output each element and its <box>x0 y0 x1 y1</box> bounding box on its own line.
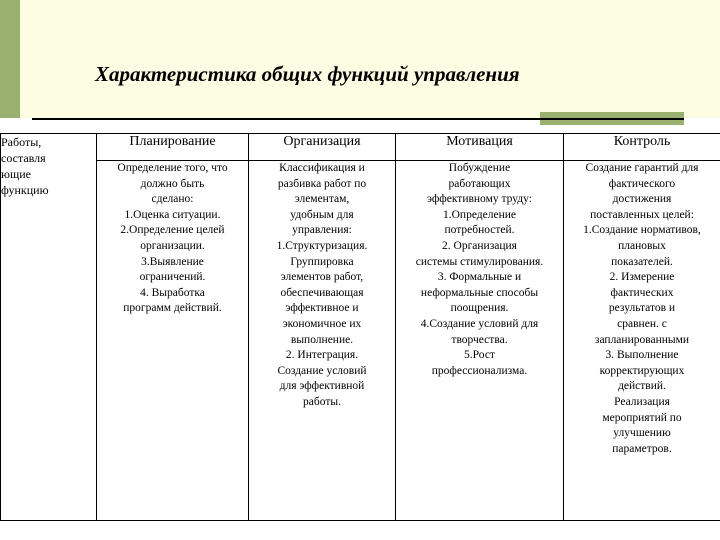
decorative-side-bar <box>0 0 20 118</box>
column-header: Мотивация <box>396 134 564 161</box>
content-row <box>1 161 720 521</box>
accent-rule <box>540 118 684 120</box>
column-header: Контроль <box>564 134 720 161</box>
row-label: Работы, составля ющие функцию <box>1 135 49 197</box>
header-row <box>1 134 720 161</box>
title-band <box>20 0 720 118</box>
motivation-cell <box>396 161 564 521</box>
column-header: Планирование <box>97 134 249 161</box>
cell-text: Побуждение работающих эффективному труду: 1.Определение потребностей. 2. Организация системы стимулирования. 3. Формальные и неформальные способы поощрения. 4.Создание условий для творчества. 5.Рост профессионализма. <box>415 162 544 377</box>
column-header: Организация <box>249 134 396 161</box>
cell-text: Определение того, что должно быть сделано: 1.Оценка ситуации. 2.Определение целей организации. 3.Выявление ограничений. 4. Выработка программ действий. <box>117 162 228 315</box>
slide-title: Характеристика общих функций управления <box>95 62 520 86</box>
title-rule <box>32 118 542 120</box>
row-label-cell <box>1 134 97 521</box>
organization-cell <box>249 161 396 521</box>
cell-text: Создание гарантий для фактического достижения поставленных целей: 1.Создание нормативов, плановых показателей. 2. Измерение фактических результатов и сравнен. с запланированными 3. Выполнение корректирующих действий. Реализация мероприятий по улучшению параметров. <box>583 162 701 455</box>
cell-text: Классификация и разбивка работ по элементам, удобным для управления: 1.Структуризация. Группировка элементов работ, обеспечивающая эффективное и экономичное их выполнение. 2. Интеграция. Создание условий для эффективной работы. <box>276 162 368 408</box>
planning-cell <box>97 161 249 521</box>
functions-table <box>0 133 720 521</box>
control-cell <box>564 161 720 521</box>
